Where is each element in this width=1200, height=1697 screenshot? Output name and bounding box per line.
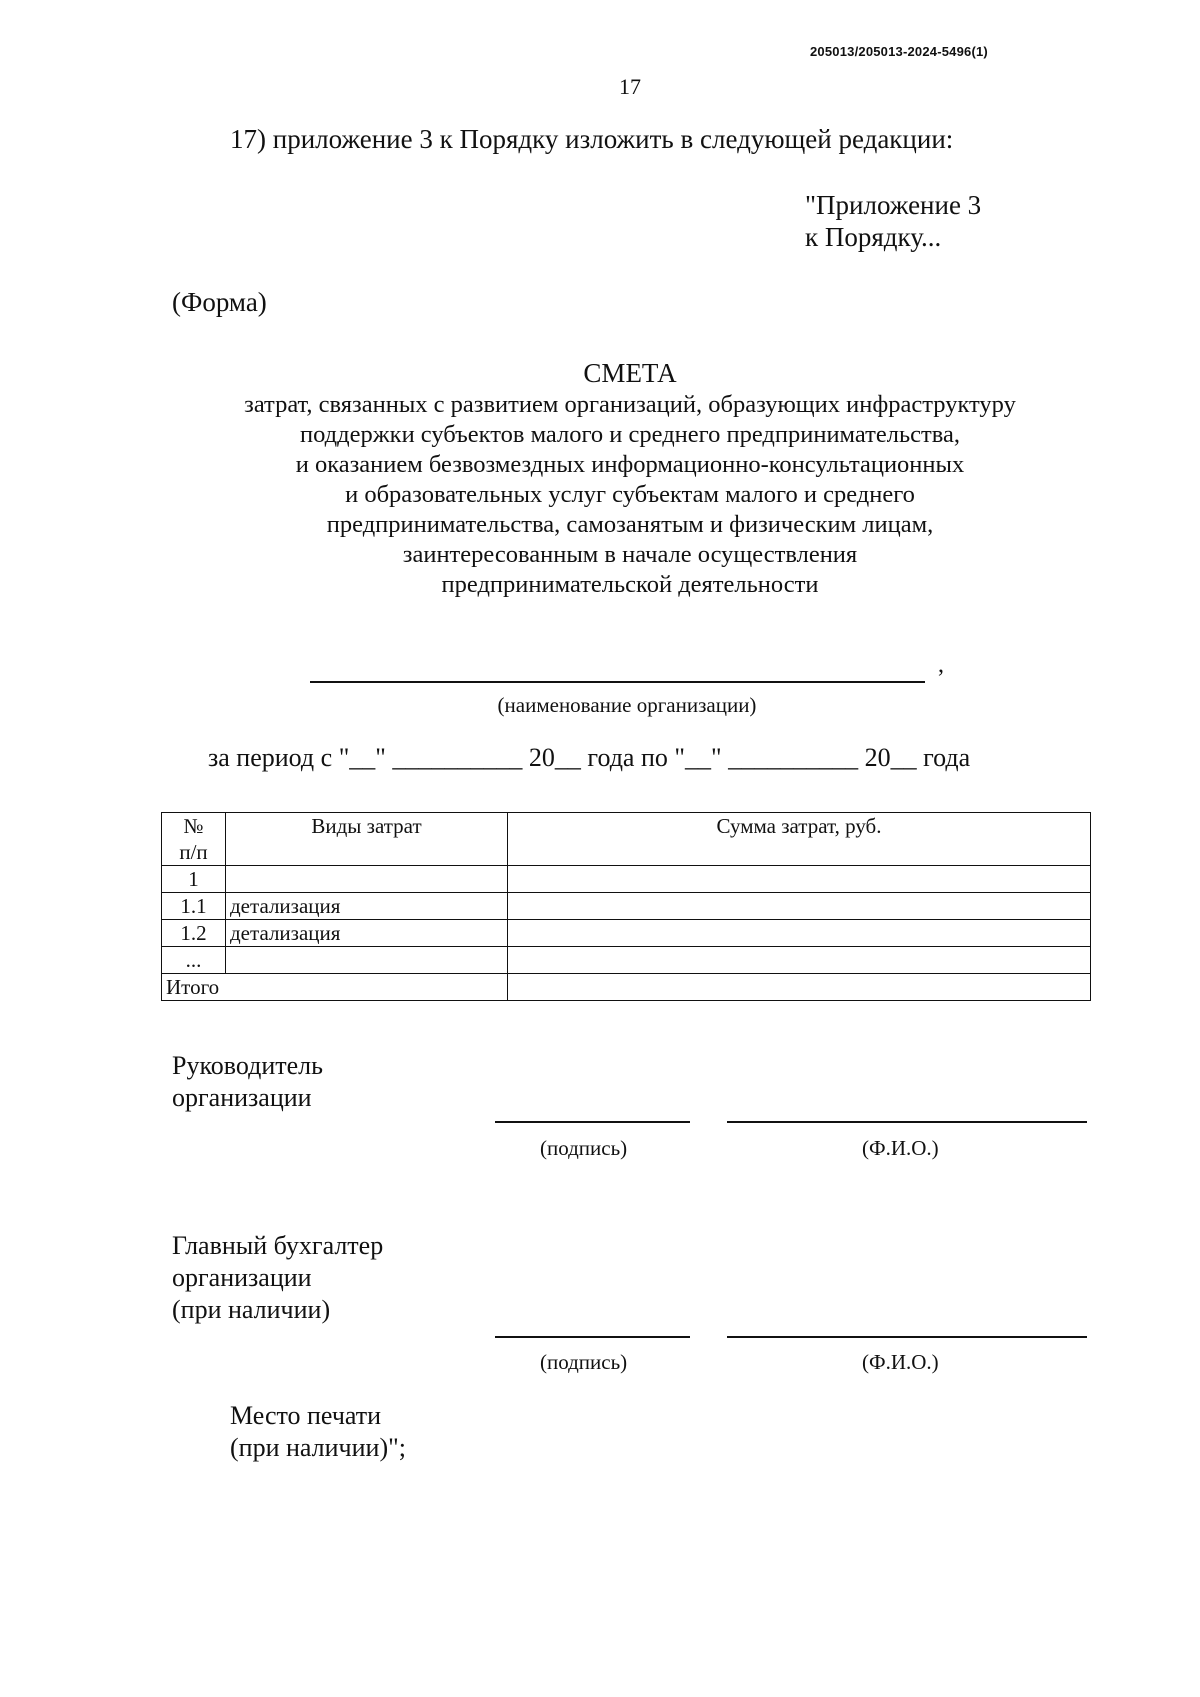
title-line: затрат, связанных с развитием организаций, образующих инфраструктуру [244, 391, 1016, 418]
header-num [162, 813, 226, 866]
accountant-name-line [727, 1336, 1087, 1338]
table-total-row [162, 974, 1091, 1001]
row-type [226, 947, 508, 974]
header-cost-type: Виды затрат [226, 813, 508, 866]
appendix-line-1: "Приложение 3 [805, 190, 982, 220]
signatory-accountant-line-2: организации [172, 1263, 312, 1292]
title-line: предпринимательства, самозанятым и физическим лицам, [326, 511, 934, 538]
title-line: заинтересованным в начале осуществления [402, 541, 858, 568]
title-line: поддержки субъектов малого и среднего предпринимательства, [300, 421, 960, 448]
row-sum [508, 893, 1091, 920]
signatory-head-line-1: Руководитель [172, 1051, 323, 1080]
org-name-line [310, 681, 925, 683]
table-row [162, 893, 1091, 920]
stamp-line-1: Место печати [230, 1401, 382, 1430]
head-name-caption: (Ф.И.О.) [862, 1136, 939, 1160]
row-sum [508, 866, 1091, 893]
header-cost-sum: Сумма затрат, руб. [508, 813, 1091, 866]
row-num: 1 [162, 866, 226, 893]
header-num-line-1: № [183, 814, 204, 838]
signatory-head-line-2: организации [172, 1083, 312, 1112]
title-line: и оказанием безвозмездных информационно-консультационных [295, 451, 965, 478]
signatory-accountant-line-1: Главный бухгалтер [172, 1231, 384, 1260]
row-sum [508, 947, 1091, 974]
org-name-caption: (наименование организации) [497, 693, 757, 717]
head-signature-line [495, 1121, 690, 1123]
accountant-signature-caption: (подпись) [540, 1350, 628, 1374]
form-label: (Форма) [172, 287, 267, 317]
accountant-signature-line [495, 1336, 690, 1338]
table-row [162, 866, 1091, 893]
table-row [162, 920, 1091, 947]
signatory-head [172, 1050, 323, 1114]
appendix-line-2: к Порядку... [805, 222, 942, 252]
row-sum [508, 920, 1091, 947]
signatory-accountant [172, 1230, 383, 1326]
accountant-name-caption: (Ф.И.О.) [862, 1350, 939, 1374]
stamp-place [230, 1400, 406, 1464]
document-id: 205013/205013-2024-5496(1) [810, 44, 988, 59]
stamp-line-2: (при наличии)"; [230, 1433, 406, 1462]
title-line: предпринимательской деятельности [441, 571, 819, 598]
period-line: за период с "__" __________ 20__ года по "__" __________ 20__ года [208, 743, 971, 772]
intro-paragraph: 17) приложение 3 к Порядку изложить в следующей редакции: [230, 124, 954, 154]
table-row [162, 947, 1091, 974]
row-type: детализация [226, 893, 508, 920]
estimate-title-block [150, 357, 1110, 600]
row-type [226, 866, 508, 893]
row-num: 1.1 [162, 893, 226, 920]
row-num: 1.2 [162, 920, 226, 947]
total-sum [508, 974, 1091, 1001]
estimate-table [161, 812, 1091, 1001]
head-name-line [727, 1121, 1087, 1123]
total-label: Итого [162, 974, 508, 1001]
estimate-heading: СМЕТА [583, 358, 677, 388]
org-name-comma: , [938, 652, 944, 678]
signatory-accountant-line-3: (при наличии) [172, 1295, 331, 1324]
row-type: детализация [226, 920, 508, 947]
page-number: 17 [619, 74, 641, 99]
title-line: и образовательных услуг субъектам малого и среднего [345, 481, 915, 508]
row-num: ... [162, 947, 226, 974]
table-header-row [162, 813, 1091, 866]
header-num-line-2: п/п [179, 840, 208, 864]
head-signature-caption: (подпись) [540, 1136, 628, 1160]
